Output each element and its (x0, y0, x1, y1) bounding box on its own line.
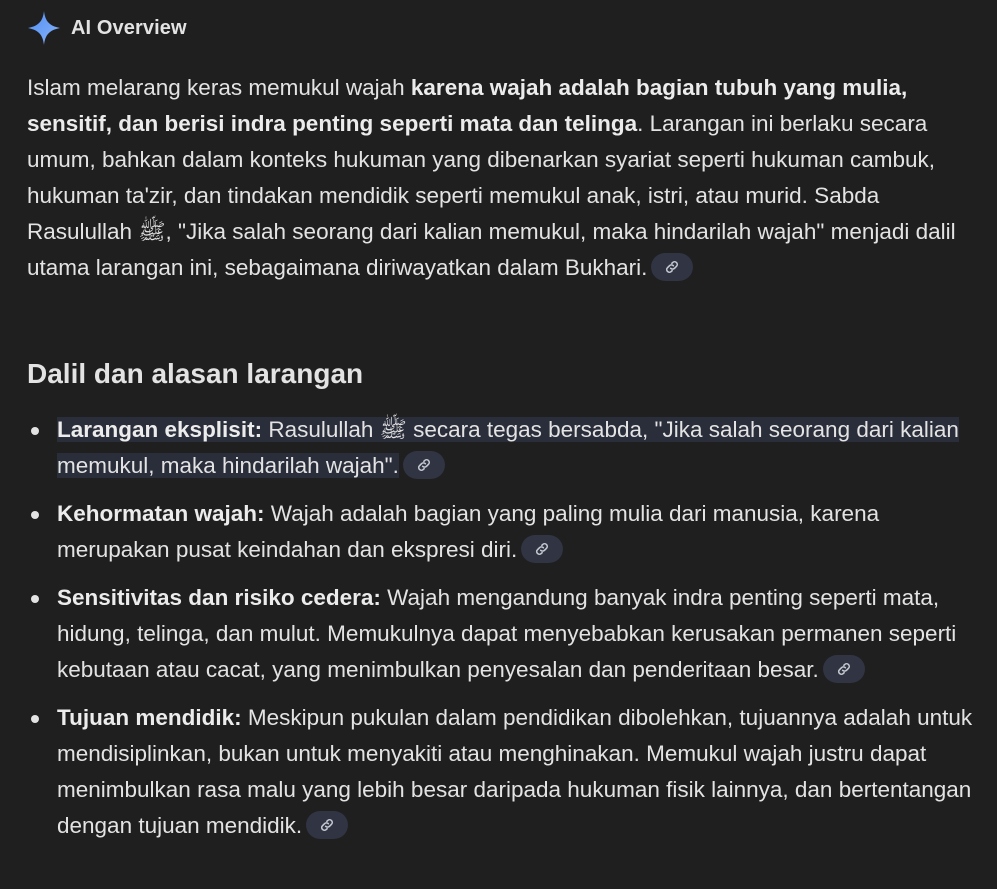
bullet-dot (31, 595, 39, 603)
sparkle-icon (27, 10, 61, 46)
bullet-text: Meskipun pukulan dalam pendidikan dibolehkan, tujuannya adalah untuk mendisiplinkan, bukan untuk menyakiti atau menghinakan. Memukul wajah justru dapat menimbulkan rasa malu yang lebih besar daripada hukuman fisik lainnya, dan bertentangan dengan tujuan mendidik. (57, 705, 973, 838)
link-icon (836, 661, 852, 677)
list-item (27, 580, 977, 688)
section-title: Dalil dan alasan larangan (27, 358, 364, 389)
source-link-button[interactable] (403, 451, 445, 479)
bullet-text: Rasulullah ﷺ secara tegas bersabda, "Jika salah seorang dari kalian memukul, maka hindarilah wajah". (57, 417, 959, 478)
source-link-button[interactable] (521, 535, 563, 563)
highlighted-text (57, 417, 959, 478)
source-link-button[interactable] (823, 655, 865, 683)
link-icon (664, 259, 680, 275)
bullet-title: Larangan eksplisit: (57, 417, 263, 442)
bullet-title: Sensitivitas dan risiko cedera: (57, 585, 381, 610)
list-item (27, 496, 977, 568)
source-link-button[interactable] (306, 811, 348, 839)
list-item (27, 700, 977, 844)
bullet-text: Wajah adalah bagian yang paling mulia dari manusia, karena merupakan pusat keindahan dan ekspresi diri. (57, 501, 880, 562)
intro-text-1: Islam melarang keras memukul wajah (27, 75, 411, 100)
list-item (27, 412, 977, 484)
intro-text-2: . Larangan ini berlaku secara umum, bahkan dalam konteks hukuman yang dibenarkan syariat seperti hukuman cambuk, hukuman ta'zir, dan tindakan mendidik seperti memukul anak, istri, atau murid. Sabda Rasulullah ﷺ, "Jika salah seorang dari kalian memukul, maka hindarilah wajah" menjadi dalil utama larangan ini, sebagaimana diriwayatkan dalam Bukhari. (27, 111, 956, 280)
header-title: AI Overview (71, 16, 187, 39)
bullet-dot (31, 511, 39, 519)
intro-bold-text: karena wajah adalah bagian tubuh yang mulia, sensitif, dan berisi indra penting seperti mata dan telinga (27, 75, 908, 136)
bullet-dot (31, 427, 39, 435)
reasons-list (27, 412, 977, 856)
link-icon (534, 541, 550, 557)
bullet-title: Tujuan mendidik: (57, 705, 242, 730)
source-link-button[interactable] (651, 253, 693, 281)
ai-overview-header (27, 10, 187, 46)
overview-content (27, 70, 977, 838)
intro-paragraph (27, 70, 977, 286)
link-icon (416, 457, 432, 473)
bullet-dot (31, 715, 39, 723)
link-icon (319, 817, 335, 833)
bullet-title: Kehormatan wajah: (57, 501, 265, 526)
bullet-text: Wajah mengandung banyak indra penting seperti mata, hidung, telinga, dan mulut. Memukulnya dapat menyebabkan kerusakan permanen seperti kebutaan atau cacat, yang menimbulkan penyesalan dan penderitaan besar. (57, 585, 957, 682)
